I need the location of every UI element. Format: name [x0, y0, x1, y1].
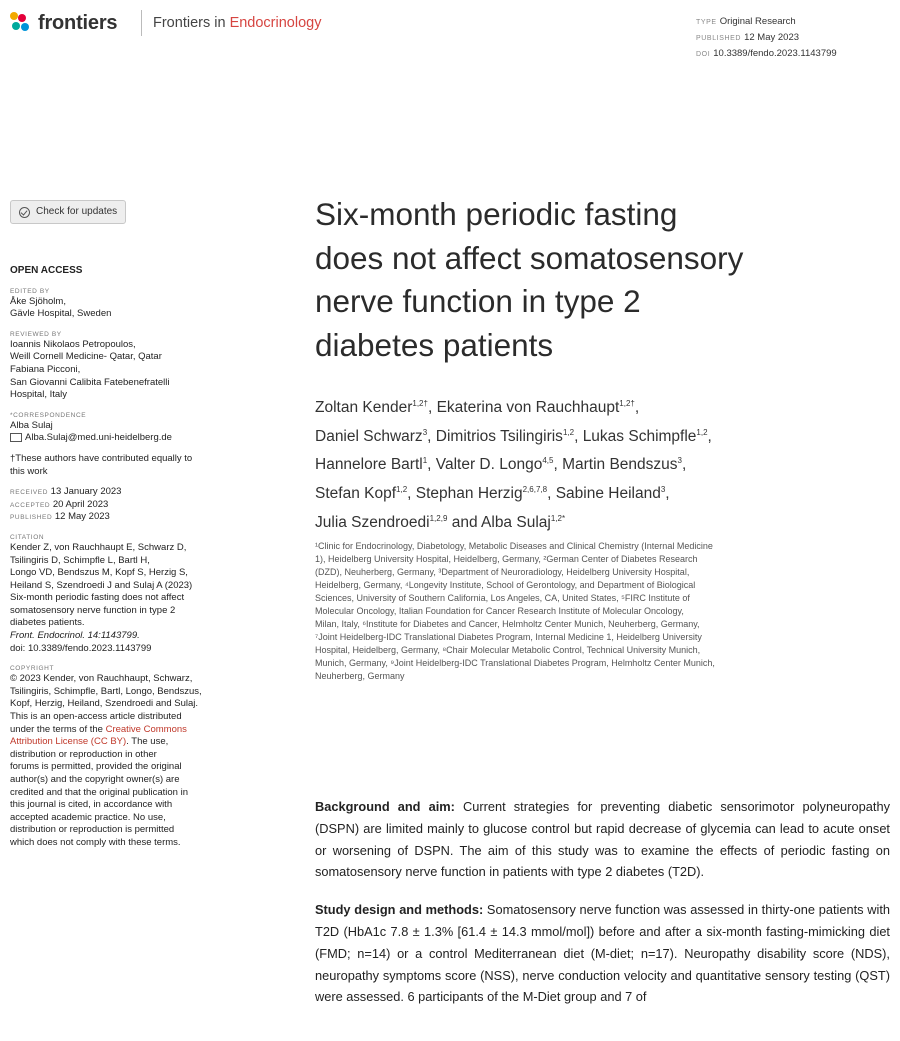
author-name[interactable]: Zoltan Kender: [315, 399, 413, 417]
correspondence-label: *CORRESPONDENCE: [10, 411, 87, 419]
citation-label: CITATION: [10, 533, 45, 541]
author-affiliation-sup: 1,2: [696, 427, 708, 437]
correspondence-email[interactable]: Alba.Sulaj@med.uni-heidelberg.de: [25, 432, 172, 444]
frontiers-logo[interactable]: [10, 9, 117, 37]
logo-dot: [18, 14, 26, 22]
author-affiliation-sup: 2,6,7,8: [522, 484, 548, 494]
author-name[interactable]: Stefan Kopf: [315, 485, 397, 503]
check-icon: [19, 207, 30, 218]
logo-dot: [12, 22, 20, 30]
author-affiliation-sup: 1,2†: [619, 399, 635, 408]
citation: Kender Z, von Rauchhaupt E, Schwarz D, Tsilingiris D, Schimpfle L, Bartl H, Longo VD, Bendszus M, Kopf S, Herzig S, Heiland S, Szendroedi J and Sulaj A (2023) Six-month periodic fasting does not affect somatosensory nerve function in type 2 diabetes patients. Front. Endocrinol. 14:1143799. doi: 10.3389/fendo.2023.1143799: [10, 541, 193, 654]
equal-contribution-note: †These authors have contributed equally to this work: [10, 452, 193, 477]
mail-icon: [10, 433, 22, 442]
copyright: © 2023 Kender, von Rauchhaupt, Schwarz, Tsilingiris, Schimpfle, Bartl, Longo, Bendszus, Kopf, Herzig, Heiland, Szendroedi and Sulaj. This is an open-access article distributed under the terms of the Creative Commons Attribution License (CC BY). The use, distribution or reproduction in other forums is permitted, provided the original author(s) and the copyright owner(s) are credited and that the original publication in this journal is cited, in accordance with accepted academic practice. No use, distribution or reproduction is permitted which does not comply with these terms.: [10, 673, 202, 848]
author-name[interactable]: Lukas Schimpfle: [582, 427, 697, 445]
editor: Åke Sjöholm, Gävle Hospital, Sweden: [10, 295, 112, 320]
open-access-label: OPEN ACCESS: [10, 265, 83, 276]
logo-text: frontiers: [38, 11, 118, 34]
abstract: [315, 796, 890, 1024]
meta-doi[interactable]: DOI 10.3389/fendo.2023.1143799: [696, 48, 837, 59]
article-title: Six-month periodic fasting does not affect somatosensory nerve function in type 2 diabetes patients: [315, 196, 744, 363]
meta-published: PUBLISHED 12 May 2023: [696, 32, 800, 43]
article-meta: [696, 14, 837, 62]
journal-field: Endocrinology: [229, 15, 322, 31]
author-name[interactable]: Hannelore Bartl: [315, 456, 423, 474]
author-affiliation-sup: 3: [422, 427, 428, 437]
author-name[interactable]: Alba Sulaj: [481, 513, 551, 531]
author-list: Zoltan Kender$^{1,2\dagger}$, Ekaterina von Rauchhaupt$^{1,2\dagger}$, Daniel Schwarz$^3$, Dimitrios Tsilingiris$^{1,2}$, Lukas Schimpfle$^{1,2}$, Hannelore Bartl$^1$, Valter D. Longo$^{4,5}$, Martin Bendszus$^3$, Stefan Kopf$^{1,2}$, Stephan Herzig$^{2,6,7,8}$, Sabine Heiland$^3$, Julia Szendroedi$^{1,2,9}$ and Alba Sulaj$^{1,2*}$: [315, 399, 712, 531]
reviewers: Ioannis Nikolaos Petropoulos, Weill Cornell Medicine- Qatar, Qatar Fabiana Picconi, San Giovanni Calibita Fatebenefratelli Hospital, Italy: [10, 338, 170, 401]
author-affiliation-sup: 1,2: [396, 484, 408, 494]
check-for-updates-button[interactable]: Check for updates: [10, 200, 126, 224]
author-affiliation-sup: 1,2†: [412, 399, 428, 408]
affiliations: ¹Clinic for Endocrinology, Diabetology, Metabolic Diseases and Clinical Chemistry (Internal Medicine 1), Heidelberg University Hospital, Heidelberg, Germany, ²German Center of Diabetes Research (DZD), Neuherberg, Germany, ³Department of Neuroradiology, Heidelberg University Hospital, Heidelberg, Germany, ⁴Longevity Institute, School of Gerontology, and Department of Biological Sciences, University of Southern California, Los Angeles, CA, United States, ⁵FIRC Institute of Molecular Oncology, Italian Foundation for Cancer Research Institute of Molecular Oncology, Milan, Italy, ⁶Institute for Diabetes and Cancer, Helmholtz Center Munich, Neuherberg, Germany, ⁷Joint Heidelberg-IDC Translational Diabetes Program, Internal Medicine 1, Heidelberg University Hospital, Heidelberg, Germany, ⁸Chair Molecular Metabolic Control, Technical University Munich, Munich, Germany, ⁹Joint Heidelberg-IDC Translational Diabetes Program, Helmholtz Center Munich, Neuherberg, Germany: [315, 541, 715, 681]
author-name[interactable]: Ekaterina von Rauchhaupt: [436, 399, 620, 417]
author-name[interactable]: Valter D. Longo: [435, 456, 543, 474]
article-dates: RECEIVED 13 January 2023 ACCEPTED 20 April 2023 PUBLISHED 12 May 2023: [10, 486, 122, 523]
meta-type: TYPE Original Research: [696, 16, 796, 27]
abstract-methods: Study design and methods: Somatosensory nerve function was assessed in thirty-one patients with T2D (HbA1c 7.8 ± 1.3% [61.4 ± 14.3 mmol/mol]) before and after a six-month fasting-mimicking diet (FMD; n=14) or a control Mediterranean diet (M-diet; n=17). Neuropathy disability score (NDS), neuropathy symptoms score (NSS), nerve conduction velocity and quantitative sensory testing (QST) were assessed. 6 participants of the M-Diet group and 7 of: [315, 902, 890, 1005]
abstract-background: Background and aim: Current strategies for preventing diabetic sensorimotor polyneuropathy (DSPN) are limited mainly to glucose control but rapid decrease of glycemia can lead to acute onset or worsening of DSPN. The aim of this study was to examine the effects of periodic fasting on somatosensory nerve function in patients with type 2 diabetes (T2D).: [315, 799, 890, 880]
edited-by-label: EDITED BY: [10, 287, 50, 295]
journal-name[interactable]: [153, 15, 321, 31]
author-name[interactable]: Dimitrios Tsilingiris: [435, 427, 563, 445]
copyright-label: COPYRIGHT: [10, 665, 55, 673]
author-affiliation-sup: 1,2*: [550, 513, 566, 523]
author-name[interactable]: Stephan Herzig: [415, 485, 523, 503]
author-affiliation-sup: 3: [677, 456, 682, 466]
correspondence: Alba Sulaj Alba.Sulaj@med.uni-heidelberg.de: [10, 419, 172, 444]
logo-dot: [10, 12, 18, 20]
author-name[interactable]: Martin Bendszus: [562, 456, 678, 474]
author-name[interactable]: Daniel Schwarz: [315, 427, 423, 445]
author-affiliation-sup: 1,2: [562, 427, 575, 437]
license-link[interactable]: Creative Commons: [105, 723, 187, 735]
journal-prefix: Frontiers in: [153, 15, 230, 31]
logo-dot: [21, 23, 29, 31]
author-affiliation-sup: 1: [422, 456, 428, 466]
header-divider: [141, 10, 142, 36]
sidebar: [10, 200, 265, 850]
author-affiliation-sup: 3: [660, 484, 666, 494]
author-name[interactable]: Julia Szendroedi: [315, 513, 430, 531]
license-link[interactable]: Attribution License (CC BY): [10, 736, 127, 748]
author-affiliation-sup: 4,5: [542, 456, 554, 466]
author-affiliation-sup: 1,2,9: [429, 513, 448, 523]
author-name[interactable]: Sabine Heiland: [555, 485, 661, 503]
reviewed-by-label: REVIEWED BY: [10, 330, 62, 338]
citation-doi[interactable]: doi: 10.3389/fendo.2023.1143799: [10, 642, 152, 654]
page-header: [0, 0, 900, 60]
frontiers-logo-icon: [10, 12, 32, 34]
